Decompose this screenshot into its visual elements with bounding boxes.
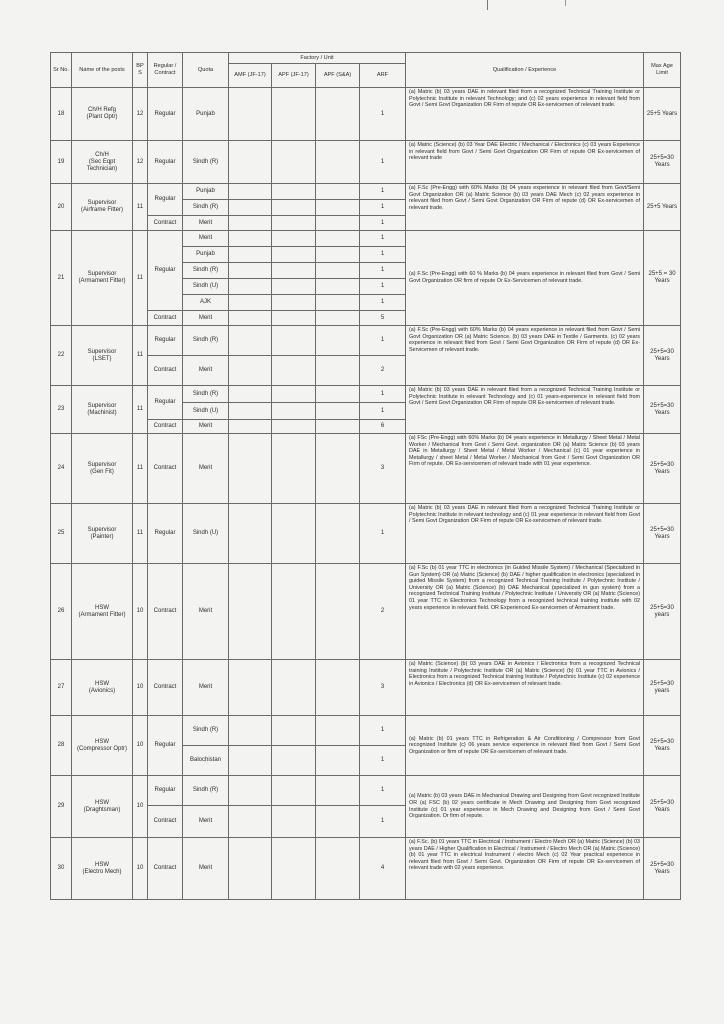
regular-cell: Regular — [148, 184, 183, 216]
age-cell: 25+5=30 Years — [644, 504, 681, 564]
arf-cell: 1 — [360, 776, 406, 806]
regular-cell: Regular — [148, 386, 183, 420]
regular-cell: Contract — [148, 434, 183, 504]
bps-cell: 11 — [133, 434, 148, 504]
arf-cell: 1 — [360, 746, 406, 776]
age-cell: 25+5=30 years — [644, 564, 681, 660]
quota-cell: Punjab — [183, 247, 229, 263]
bps-cell: 11 — [133, 184, 148, 231]
arf-cell: 4 — [360, 838, 406, 900]
qualification-cell: (a) Matric (Science) (b) 03 years DAE in Avionics / Electronics from a recognized Technical training Institute / Polytechnic Institute OR (a) Matric (Science) (b) 01 year TTC in Avionics / Electronics from a recognized Technical training Institute / Polytechnic Institute (c) 02 experience in Avionics / Electronics (d) OR Ex-servicemen of relevant trade. — [406, 660, 644, 716]
table-row — [51, 386, 681, 403]
age-cell: 25+5=30 Years — [644, 386, 681, 434]
bps-cell: 12 — [133, 141, 148, 184]
regular-cell: Contract — [148, 838, 183, 900]
bps-cell: 12 — [133, 88, 148, 141]
arf-cell: 1 — [360, 200, 406, 216]
scan-edge-mark — [565, 0, 566, 6]
arf-cell: 5 — [360, 311, 406, 326]
post-name-cell: HSW (Armament Fitter) — [72, 564, 133, 660]
arf-cell: 1 — [360, 504, 406, 564]
regular-cell: Regular — [148, 141, 183, 184]
table-row — [51, 184, 681, 200]
post-name-cell: Supervisor (Airframe Fitter) — [72, 184, 133, 231]
quota-cell: Merit — [183, 216, 229, 231]
header-qualification: Qualification / Experience — [406, 53, 644, 88]
table-row — [51, 838, 681, 900]
qualification-cell: (a) Matric (Science) (b) 03 Year DAE Electric / Mechanical / Electronics (c) 03 years Experience in relevant field from Govt / Semi Govt Organization OR Firm of repute OR Ex-servicemen of relevant trade — [406, 141, 644, 184]
quota-cell: Sindh (R) — [183, 141, 229, 184]
regular-cell: Regular — [148, 88, 183, 141]
bps-cell: 10 — [133, 660, 148, 716]
arf-cell: 6 — [360, 420, 406, 434]
bps-cell: 10 — [133, 776, 148, 838]
regular-cell: Contract — [148, 564, 183, 660]
qualification-cell: (a) Matric (b) 03 years DAE in Mechanical Drawing and Designing from Govt recognized Institute OR (a) FSC (b) 02 years certificate in Mech Drawing and Designing from Govt recognized Institute (c) 01 year experience in Mech Drawing and Designing from Govt / Semi Govt Organization. Or firm of repute. — [406, 776, 644, 838]
arf-cell: 3 — [360, 434, 406, 504]
post-name-cell: HSW (Draghtsman) — [72, 776, 133, 838]
age-cell: 25+5=30 Years — [644, 141, 681, 184]
header-sr: Sr No. — [51, 53, 72, 88]
header-name: Name of the posts — [72, 53, 133, 88]
header-amf: AMF (JF-17) — [229, 64, 272, 88]
quota-cell: Sindh (R) — [183, 326, 229, 356]
post-name-cell: HSW (Compressor Optr) — [72, 716, 133, 776]
age-cell: 25+5=30 Years — [644, 776, 681, 838]
regular-cell: Regular — [148, 716, 183, 776]
header-bps: BP S — [133, 53, 148, 88]
arf-cell: 1 — [360, 806, 406, 838]
qualification-cell: (a) F.Sc (Pre-Engg) with 60% Marks (b) 04 years experience in relevant filed from Govt/Semi Govt Organization OR (a) Matric Science (b) 03 years DAE Mech (c) 02 years experience in relevant filed from Govt / Semi Govt Organization OR Firm of repute (d) OR Ex-servicemen of relevant trade. — [406, 184, 644, 231]
arf-cell: 1 — [360, 247, 406, 263]
sr-cell: 21 — [51, 231, 72, 326]
arf-cell: 1 — [360, 279, 406, 295]
arf-cell: 1 — [360, 141, 406, 184]
arf-cell: 3 — [360, 660, 406, 716]
post-name-cell: HSW (Electro Mech) — [72, 838, 133, 900]
quota-cell: Merit — [183, 806, 229, 838]
age-cell: 25+5=30 Years — [644, 434, 681, 504]
sr-cell: 29 — [51, 776, 72, 838]
age-cell: 25+5=30 Years — [644, 716, 681, 776]
arf-cell: 1 — [360, 231, 406, 247]
arf-cell: 1 — [360, 386, 406, 403]
bps-cell: 10 — [133, 838, 148, 900]
quota-cell: Merit — [183, 311, 229, 326]
quota-cell: Sindh (R) — [183, 776, 229, 806]
quota-cell: Merit — [183, 434, 229, 504]
qualification-cell: (a) Matric (b) 03 years DAE in relevant filed from a recognized Technical Training Institute or Polytechnic Institute in relevant Technology; and (c) 02 years experience in relevant field from Govt / Semi Govt Organization OR Firm of repute OR Ex-servicemen of relevant trade. — [406, 88, 644, 141]
table-row — [51, 434, 681, 504]
sr-cell: 27 — [51, 660, 72, 716]
qualification-cell: (a) F.Sc (Pre-Engg) with 60 % Marks (b) 04 years experience in relevant filed from Govt / Semi Govt Organization OR firm of repute Or Ex-Servicemen of relevant trade. — [406, 231, 644, 326]
arf-cell: 1 — [360, 295, 406, 311]
quota-cell: Merit — [183, 420, 229, 434]
scan-edge-mark — [487, 0, 488, 10]
table-row — [51, 231, 681, 247]
bps-cell: 11 — [133, 326, 148, 386]
quota-cell: Punjab — [183, 88, 229, 141]
qualification-cell: (a) F.Sc. (b) 01 years TTC in Electrical / Instrument / Electro Mech OR (a) Matric (Science) (b) 03 years DAE / Higher Qualification in Electrical / Instrument / Electro Mech OR (a) Matric (Science) (b) 01 year TTC in electrical Instrument / electro Mech (c) 02 Year practical experience in relevant filed from Govt / Semi Govt. Organization OR Firm of repute OR Ex-servicemen of relevant trade with 02 years experience. — [406, 838, 644, 900]
regular-cell: Regular — [148, 326, 183, 356]
table-row — [51, 504, 681, 564]
post-name-cell: Supervisor (Gen Fit) — [72, 434, 133, 504]
table-row — [51, 776, 681, 806]
bps-cell: 11 — [133, 231, 148, 326]
sr-cell: 30 — [51, 838, 72, 900]
qualification-cell: (a) FSc (Pre-Engg) with 60% Marks (b) 04 years experience in Metallurgy / Sheet Metal / Metal Worker / Mechanical from Govt / Semi Govt. organization OR (a) Matric Science (b) 03 years DAE in Metallurgy / Sheet Metal / Metal Worker / Mechanical (c) 01 year experience in Metallurgy / sheet Metal / Metal Worker / Mechanical from Govt / Semi Govt Organization OR Firm of repute. OR Ex-servicemen of relevant trade with 01 year experience. — [406, 434, 644, 504]
quota-cell: Sindh (R) — [183, 200, 229, 216]
regular-cell: Contract — [148, 806, 183, 838]
age-cell: 25+5=30 years — [644, 660, 681, 716]
sr-cell: 28 — [51, 716, 72, 776]
table-row — [51, 564, 681, 660]
quota-cell: Balochistan — [183, 746, 229, 776]
regular-cell: Contract — [148, 216, 183, 231]
arf-cell: 1 — [360, 326, 406, 356]
sr-cell: 23 — [51, 386, 72, 434]
table-row — [51, 326, 681, 356]
arf-cell: 1 — [360, 403, 406, 420]
sr-cell: 20 — [51, 184, 72, 231]
recruitment-table — [50, 52, 681, 900]
arf-cell: 1 — [360, 263, 406, 279]
quota-cell: Sindh (U) — [183, 504, 229, 564]
qualification-cell: (a) Matric (b) 03 years DAE in relevant filed from a recognized Technical Training Institute or Polytechnic Institute in relevant technology and (c) 01 year experience in relevant field from Govt / Semi Govt Organization OR Firm of repute OR Ex-servicemen of relevant trade. — [406, 504, 644, 564]
regular-cell: Contract — [148, 311, 183, 326]
header-age: Max Age Limit — [644, 53, 681, 88]
regular-cell: Contract — [148, 356, 183, 386]
regular-cell: Contract — [148, 420, 183, 434]
quota-cell: Sindh (R) — [183, 716, 229, 746]
header-apf: APF (JF-17) — [272, 64, 316, 88]
quota-cell: Sindh (U) — [183, 403, 229, 420]
quota-cell: Merit — [183, 838, 229, 900]
age-cell: 25+5 Years — [644, 88, 681, 141]
age-cell: 25+5=30 Years — [644, 838, 681, 900]
quota-cell: Sindh (R) — [183, 263, 229, 279]
quota-cell: Merit — [183, 564, 229, 660]
quota-cell: Sindh (U) — [183, 279, 229, 295]
regular-cell: Regular — [148, 231, 183, 311]
bps-cell: 10 — [133, 564, 148, 660]
arf-cell: 2 — [360, 356, 406, 386]
qualification-cell: (a) F.Sc (b) 01 year TTC in electronics (in Guided Missile System) / Mechanical (Specialized in Gun System) OR (a) Matric (Science) (b) DAE / higher qualification in electronics (specialized in guided Missile System) from a recognized Technical Training Institute / Polytechnic Institute / University OR (a) Matric (Science) (b) DAE Mechanical (specialized in gun system) from a recognized Technical Training Institute / Polytechnic Institute / University OR (a) Matric (Science) 01 year TTC in Electronics Technology from a recognized technical training institute with 02 years experience in relevant field. OR Experienced Ex-servicemen of Armament trade. — [406, 564, 644, 660]
sr-cell: 25 — [51, 504, 72, 564]
quota-cell: AJK — [183, 295, 229, 311]
age-cell: 25+5 Years — [644, 184, 681, 231]
sr-cell: 24 — [51, 434, 72, 504]
regular-cell: Contract — [148, 660, 183, 716]
post-name-cell: Supervisor (LSET) — [72, 326, 133, 386]
qualification-cell: (a) Matric (b) 01 years TTC in Refrigeration & Air Conditioning / Compressor from Govt recognized Institute (c) 06 years service experience in relevant filed from Govt / Semi Govt Organization or firm of repute OR Ex-servicemen of relevant trade. — [406, 716, 644, 776]
post-name-cell: Ch/H (Sec Eqpt Technician) — [72, 141, 133, 184]
quota-cell: Sindh (R) — [183, 386, 229, 403]
bps-cell: 11 — [133, 386, 148, 434]
regular-cell: Regular — [148, 776, 183, 806]
age-cell: 25+5=30 Years — [644, 326, 681, 386]
post-name-cell: Supervisor (Armament Fitter) — [72, 231, 133, 326]
arf-cell: 2 — [360, 564, 406, 660]
header-factory: Factory / Unit — [229, 53, 406, 64]
quota-cell: Merit — [183, 660, 229, 716]
quota-cell: Merit — [183, 356, 229, 386]
post-name-cell: Supervisor (Painter) — [72, 504, 133, 564]
arf-cell: 1 — [360, 216, 406, 231]
table-row — [51, 716, 681, 746]
post-name-cell: Supervisor (Machinist) — [72, 386, 133, 434]
arf-cell: 1 — [360, 716, 406, 746]
header-quota: Quota — [183, 53, 229, 88]
sr-cell: 19 — [51, 141, 72, 184]
header-regular: Regular / Contract — [148, 53, 183, 88]
bps-cell: 10 — [133, 716, 148, 776]
age-cell: 25+5 = 30 Years — [644, 231, 681, 326]
quota-cell: Punjab — [183, 184, 229, 200]
table-row — [51, 660, 681, 716]
arf-cell: 1 — [360, 88, 406, 141]
table-row — [51, 141, 681, 184]
bps-cell: 11 — [133, 504, 148, 564]
post-name-cell: Ch/H Refg (Plant Optr) — [72, 88, 133, 141]
header-apf-sa: APF (S&A) — [316, 64, 360, 88]
quota-cell: Merit — [183, 231, 229, 247]
sr-cell: 26 — [51, 564, 72, 660]
regular-cell: Regular — [148, 504, 183, 564]
header-arf: ARF — [360, 64, 406, 88]
qualification-cell: (a) F.Sc (Pre-Engg) with 60% Marks (b) 04 years experience in relevant filed from Govt / Semi Govt Organization OR (a) Matric Science. (b) 03 years DAE in Textile / Garments. (c) 02 years experience in relevant filed from Govt / Semi Govt Organization OR Firm of repute (d) OR Ex-Servicemen of relevant trade. — [406, 326, 644, 386]
table-row — [51, 88, 681, 141]
arf-cell: 1 — [360, 184, 406, 200]
post-name-cell: HSW (Avionics) — [72, 660, 133, 716]
sr-cell: 18 — [51, 88, 72, 141]
qualification-cell: (a) Matric (b) 03 years DAE in relevant filed from a recognized Technical Training Institute or Polytechnic Institute in relevant Technology and (c) 01 years-experience in relevant field from Govt / Semi Govt Organization OR Firm of repute OR Ex-servicemen of relevant trade. — [406, 386, 644, 434]
sr-cell: 22 — [51, 326, 72, 386]
